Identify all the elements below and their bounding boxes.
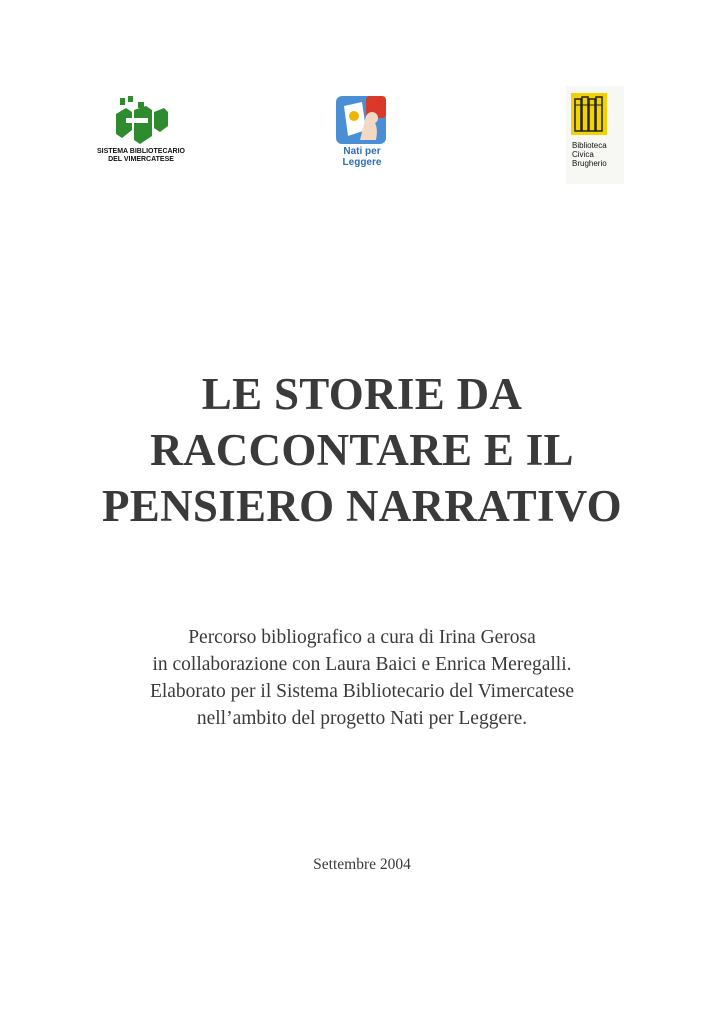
nati-per-leggere-label: Nati per Leggere [342,146,382,168]
biblioteca-brugherio-logo [566,86,624,184]
nati-per-leggere-logo [334,96,390,176]
sistema-bibliotecario-logo [86,96,196,168]
subtitle-line: nell’ambito del progetto Nati per Leggere. [196,708,528,729]
sbv-logo-label: SISTEMA BIBLIOTECARIO DEL VIMERCATESE [96,148,186,163]
biblioteca-brugherio-label: Biblioteca Civica Brugherio [572,141,607,168]
nati-per-leggere-emblem-icon [336,96,386,144]
document-title: LE STORIE DA RACCONTARE E IL PENSIERO NARRATIVO [102,369,622,531]
subtitle-line: in collaborazione con Laura Baici e Enrica Meregalli. [152,654,572,675]
subtitle-line: Elaborato per il Sistema Bibliotecario del Vimercatese [149,681,575,702]
document-subtitle [40,624,684,732]
sbv-emblem-icon [114,96,168,146]
subtitle-line: Percorso bibliografico a cura di Irina Gerosa [188,627,536,648]
books-icon [571,93,607,135]
document-date: Settembre 2004 [313,856,411,873]
